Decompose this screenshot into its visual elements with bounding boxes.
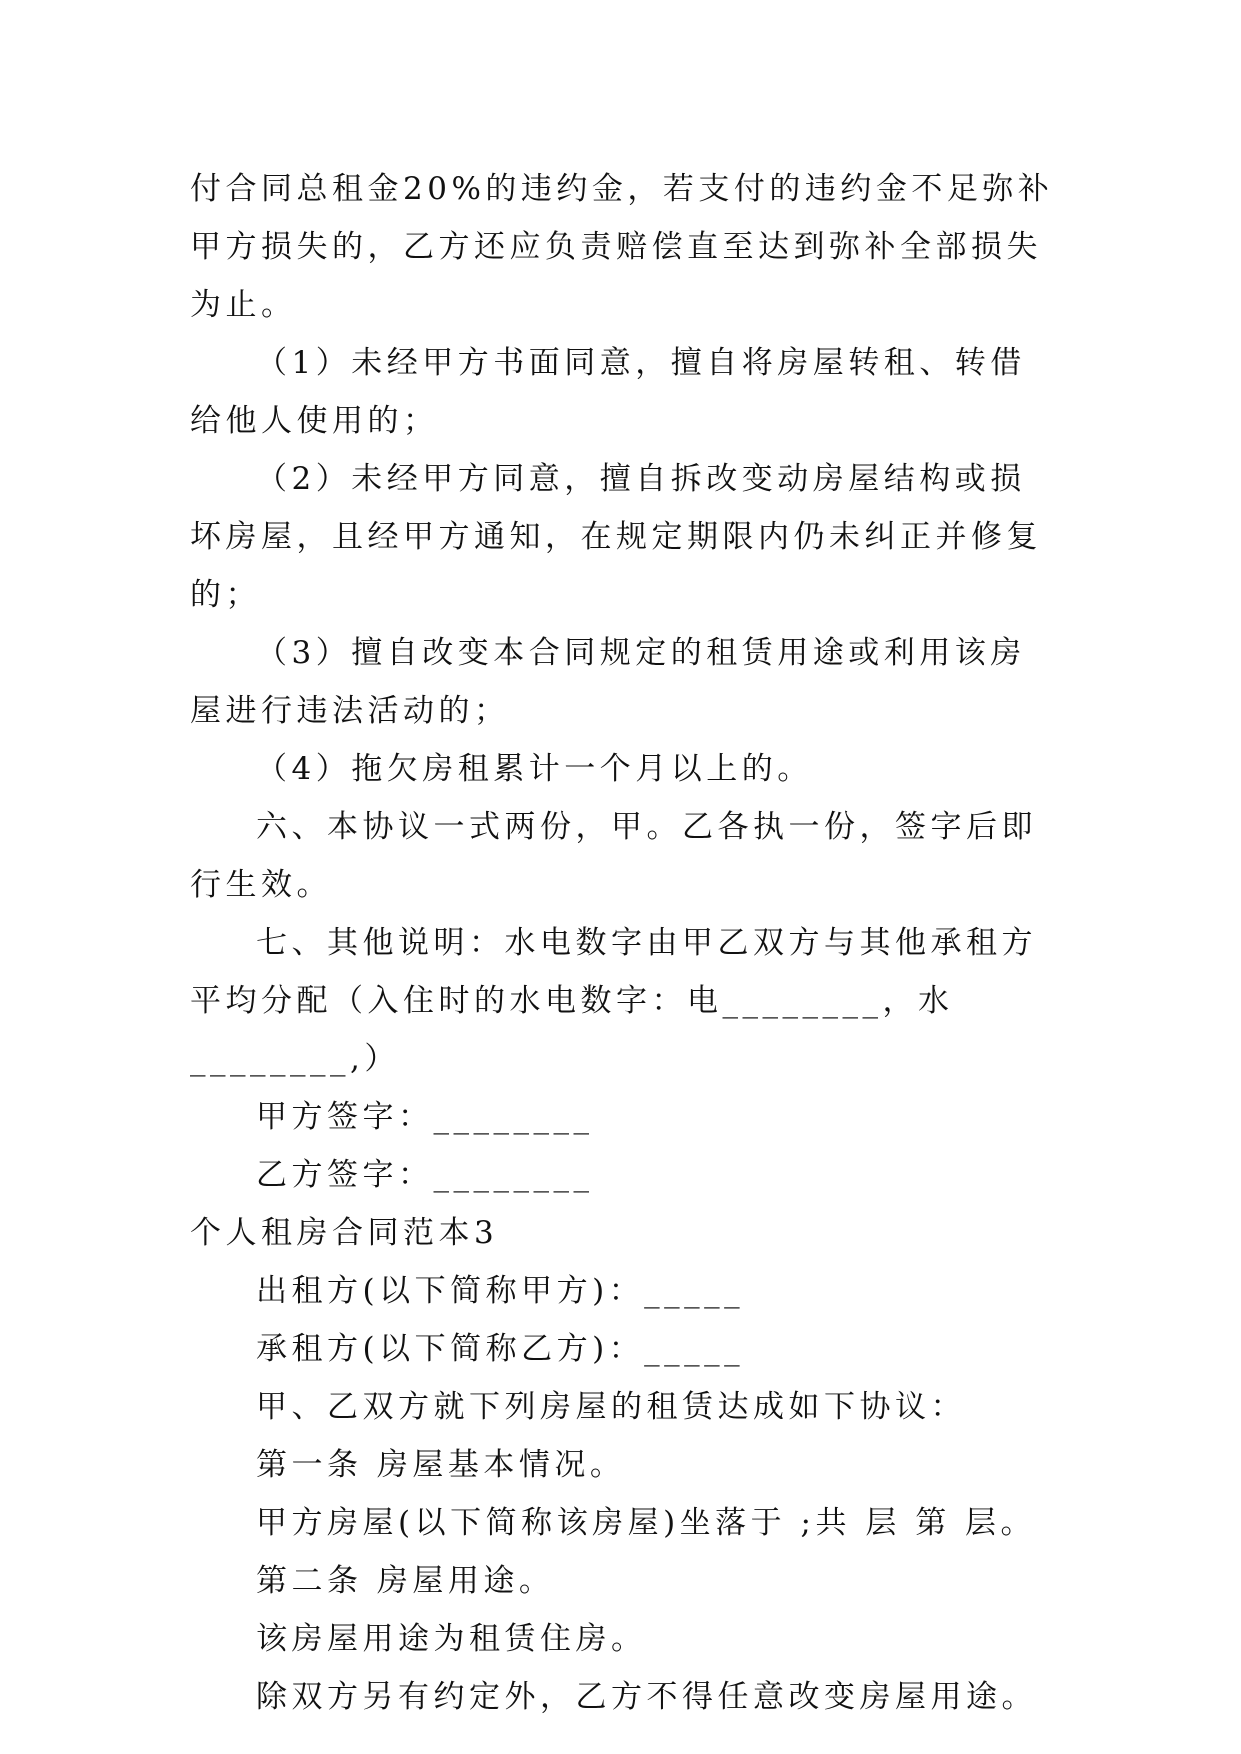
lessee-line: 承租方(以下简称乙方)：_____ — [256, 1331, 745, 1367]
article-2-body: 该房屋用途为租赁住房。 — [256, 1621, 647, 1657]
party-b-signature-line: 乙方签字：________ — [256, 1157, 594, 1193]
article-1-heading: 第一条 房屋基本情况。 — [256, 1447, 626, 1483]
lessor-line: 出租方(以下简称甲方)：_____ — [256, 1273, 745, 1309]
paragraph-item-2: （2）未经甲方同意，擅自拆改变动房屋结构或损坏房屋，且经甲方通知，在规定期限内仍未纠正并修复的； — [190, 461, 1042, 613]
article-2-heading: 第二条 房屋用途。 — [256, 1563, 555, 1599]
paragraph-item-1: （1）未经甲方书面同意，擅自将房屋转租、转借给他人使用的； — [190, 345, 1026, 439]
paragraph-item-4: （4）拖欠房租累计一个月以上的。 — [256, 751, 813, 787]
section-heading: 个人租房合同范本3 — [190, 1215, 499, 1251]
paragraph-article-7: 七、其他说明：水电数字由甲乙双方与其他承租方平均分配（入住时的水电数字：电________，水________,） — [190, 925, 1037, 1077]
agreement-intro: 甲、乙双方就下列房屋的租赁达成如下协议： — [256, 1389, 966, 1425]
paragraph-item-3: （3）擅自改变本合同规定的租赁用途或利用该房屋进行违法活动的； — [190, 635, 1026, 729]
paragraph-penalty-clause: 付合同总租金20%的违约金，若支付的违约金不足弥补甲方损失的，乙方还应负责赔偿直至达到弥补全部损失为止。 — [190, 171, 1054, 323]
article-2-restriction: 除双方另有约定外，乙方不得任意改变房屋用途。 — [256, 1679, 1037, 1715]
article-1-body: 甲方房屋(以下简称该房屋)坐落于 ;共 层 第 层。 — [256, 1505, 1037, 1541]
party-a-signature-line: 甲方签字：________ — [256, 1099, 594, 1135]
document-body — [190, 160, 1060, 1726]
paragraph-article-6: 六、本协议一式两份，甲。乙各执一份，签字后即行生效。 — [190, 809, 1037, 903]
